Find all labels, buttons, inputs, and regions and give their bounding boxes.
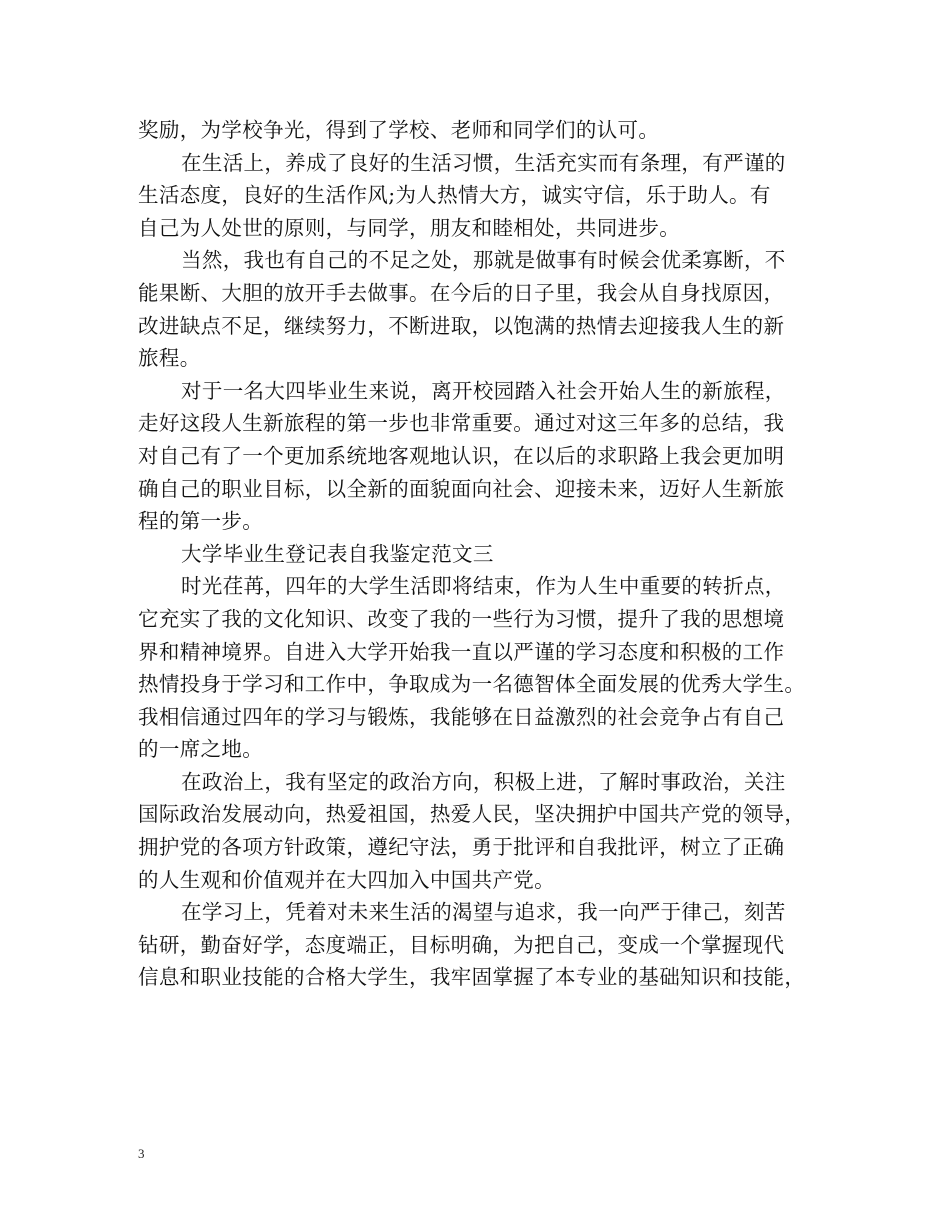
text-line: 对自己有了一个更加系统地客观地认识，在以后的求职路上我会更加明 [138, 443, 785, 468]
section-heading: 大学毕业生登记表自我鉴定范文三 [181, 541, 494, 566]
text-line: 对于一名大四毕业生来说，离开校园踏入社会开始人生的新旅程， [181, 378, 786, 403]
text-line: 热情投身于学习和工作中，争取成为一名德智体全面发展的优秀大学生。 [138, 672, 806, 697]
text-line: 能果断、大胆的放开手去做事。在今后的日子里，我会从自身找原因， [138, 280, 785, 305]
text-line: 信息和职业技能的合格大学生，我牢固掌握了本专业的基础知识和技能， [138, 965, 806, 990]
text-line: 在政治上，我有坚定的政治方向，积极上进，了解时事政治，关注 [181, 769, 786, 794]
text-line: 确自己的职业目标，以全新的面貌面向社会、迎接未来，迈好人生新旅 [138, 476, 785, 501]
text-line: 自己为人处世的原则，与同学，朋友和睦相处，共同进步。 [138, 215, 681, 240]
text-line: 拥护党的各项方针政策，遵纪守法，勇于批评和自我批评，树立了正确 [138, 835, 785, 860]
text-line: 走好这段人生新旅程的第一步也非常重要。通过对这三年多的总结，我 [138, 411, 785, 436]
text-line: 旅程。 [138, 346, 201, 371]
page-number: 3 [138, 1146, 145, 1161]
text-line: 国际政治发展动向，热爱祖国，热爱人民，坚决拥护中国共产党的领导， [138, 802, 806, 827]
text-line: 的人生观和价值观并在大四加入中国共产党。 [138, 867, 555, 892]
text-line: 在生活上，养成了良好的生活习惯，生活充实而有条理，有严谨的 [181, 150, 786, 175]
text-line: 时光荏苒，四年的大学生活即将结束，作为人生中重要的转折点， [181, 574, 786, 599]
text-line: 界和精神境界。自进入大学开始我一直以严谨的学习态度和积极的工作 [138, 639, 785, 664]
text-line: 的一席之地。 [138, 737, 264, 762]
text-line: 奖励，为学校争光，得到了学校、老师和同学们的认可。 [138, 118, 660, 142]
text-line: 当然，我也有自己的不足之处，那就是做事有时候会优柔寡断，不 [181, 248, 786, 273]
text-line: 生活态度，良好的生活作风;为人热情大方，诚实守信，乐于助人。有 [138, 183, 771, 208]
text-line: 它充实了我的文化知识、改变了我的一些行为习惯，提升了我的思想境 [138, 606, 785, 631]
text-line: 改进缺点不足，继续努力，不断进取，以饱满的热情去迎接我人生的新 [138, 313, 785, 338]
text-line: 程的第一步。 [138, 509, 264, 534]
text-line: 我相信通过四年的学习与锻炼，我能够在日益激烈的社会竞争占有自己 [138, 704, 785, 729]
text-line: 钻研，勤奋好学，态度端正，目标明确，为把自己，变成一个掌握现代 [138, 932, 785, 957]
body-text [138, 114, 818, 994]
text-line: 在学习上，凭着对未来生活的渴望与追求，我一向严于律己，刻苦 [181, 900, 786, 925]
